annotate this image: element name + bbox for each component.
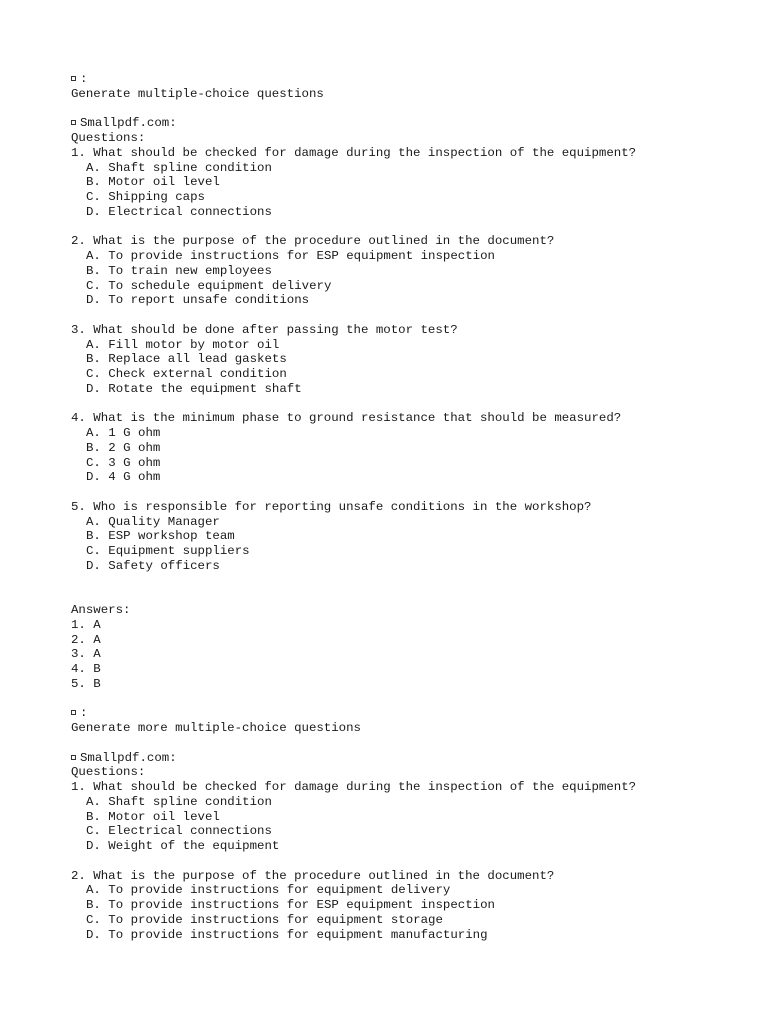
conversation-section: [71, 706, 748, 942]
user-icon: [71, 76, 76, 81]
answer-option: D. 4 G ohm: [86, 470, 161, 485]
user-label: :: [80, 706, 88, 721]
question-block: [71, 323, 748, 397]
question-block: [71, 500, 748, 574]
answer-option: D. To report unsafe conditions: [86, 293, 310, 308]
answer-option: B. To train new employees: [86, 263, 272, 278]
user-icon: [71, 710, 76, 715]
document-page: [71, 72, 748, 942]
answers-heading: Answers:: [71, 603, 131, 617]
bot-label: Smallpdf.com:: [80, 116, 177, 131]
user-prompt: Generate more multiple-choice questions: [71, 721, 361, 735]
answer-option: A. Fill motor by motor oil: [86, 337, 280, 352]
answers-block: [71, 603, 748, 692]
conversation-section: [71, 72, 748, 706]
answer-option: C. Equipment suppliers: [86, 544, 250, 558]
answer-option: B. Motor oil level: [86, 175, 220, 190]
answer-key-item: 5. B: [71, 676, 101, 691]
question-text: 1. What should be checked for damage during the inspection of the equipment?: [71, 145, 637, 160]
answer-option: C. To provide instructions for equipment storage: [86, 912, 443, 927]
question-text: 5. Who is responsible for reporting unsafe conditions in the workshop?: [71, 499, 592, 514]
question-text: 2. What is the purpose of the procedure outlined in the document?: [71, 234, 555, 249]
answer-option: D. Safety officers: [86, 558, 220, 573]
answer-option: C. Electrical connections: [86, 824, 272, 839]
question-text: 1. What should be checked for damage during the inspection of the equipment?: [71, 780, 637, 794]
answer-option: A. 1 G ohm: [86, 426, 161, 440]
answer-option: A. To provide instructions for ESP equipment inspection: [86, 249, 495, 263]
question-text: 4. What is the minimum phase to ground resistance that should be measured?: [71, 411, 622, 426]
user-speaker-line: [71, 706, 748, 721]
bot-speaker-line: [71, 116, 748, 131]
answer-option: A. Shaft spline condition: [86, 160, 272, 175]
answer-key-item: 1. A: [71, 617, 101, 632]
bot-icon: [71, 120, 76, 125]
answer-option: C. To schedule equipment delivery: [86, 278, 332, 293]
answer-option: A. Shaft spline condition: [86, 794, 272, 809]
answer-option: D. Weight of the equipment: [86, 839, 280, 853]
answer-key-item: 3. A: [71, 647, 101, 662]
question-block: [71, 869, 748, 943]
question-text: 3. What should be done after passing the motor test?: [71, 322, 458, 337]
answer-option: B. ESP workshop team: [86, 529, 235, 544]
answer-option: A. To provide instructions for equipment delivery: [86, 883, 451, 898]
user-label: :: [80, 72, 88, 86]
answer-key-item: 4. B: [71, 662, 101, 676]
question-block: [71, 146, 748, 220]
answer-option: D. Rotate the equipment shaft: [86, 381, 302, 396]
question-block: [71, 411, 748, 485]
bot-icon: [71, 755, 76, 760]
questions-heading: Questions:: [71, 131, 146, 145]
answer-option: C. 3 G ohm: [86, 455, 161, 470]
answer-option: B. 2 G ohm: [86, 440, 161, 455]
answer-option: D. To provide instructions for equipment manufacturing: [86, 927, 488, 942]
question-block: [71, 234, 748, 308]
answer-option: A. Quality Manager: [86, 514, 220, 529]
questions-heading: Questions:: [71, 765, 146, 780]
bot-label: Smallpdf.com:: [80, 750, 177, 765]
answer-option: C. Check external condition: [86, 367, 287, 381]
question-text: 2. What is the purpose of the procedure outlined in the document?: [71, 868, 555, 883]
answer-option: B. To provide instructions for ESP equipment inspection: [86, 898, 495, 912]
user-speaker-line: [71, 72, 748, 87]
answer-option: C. Shipping caps: [86, 190, 205, 204]
answer-key-item: 2. A: [71, 632, 101, 647]
answer-option: B. Motor oil level: [86, 809, 220, 824]
answer-option: D. Electrical connections: [86, 204, 272, 219]
user-prompt: Generate multiple-choice questions: [71, 86, 324, 101]
answer-option: B. Replace all lead gaskets: [86, 352, 287, 367]
bot-speaker-line: [71, 751, 748, 766]
question-block: [71, 780, 748, 854]
